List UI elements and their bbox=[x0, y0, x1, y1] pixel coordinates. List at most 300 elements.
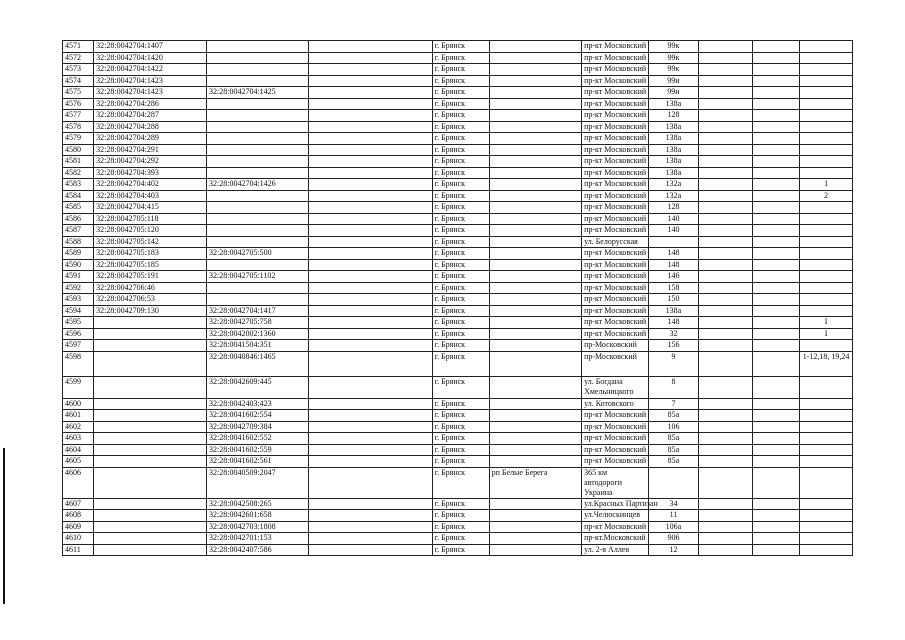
table-row bbox=[63, 213, 853, 225]
premises-number-cell bbox=[800, 156, 853, 168]
table-row bbox=[63, 259, 853, 271]
table-row bbox=[63, 75, 853, 87]
settlement-cell bbox=[489, 225, 581, 237]
empty-cell bbox=[752, 190, 799, 202]
parent-cadastral-number-cell: 32:28:0042002:1360 bbox=[207, 328, 309, 340]
city-cell: г. Брянск bbox=[432, 467, 489, 498]
house-number-cell: 99и bbox=[648, 87, 699, 99]
empty-cell bbox=[309, 351, 433, 376]
settlement-cell bbox=[489, 98, 581, 110]
house-number-cell: 132а bbox=[648, 179, 699, 191]
table-row bbox=[63, 190, 853, 202]
cadastral-number-cell: 32:28:0042705:120 bbox=[94, 225, 207, 237]
city-cell: г. Брянск bbox=[432, 133, 489, 145]
city-cell: г. Брянск bbox=[432, 271, 489, 283]
city-cell: г. Брянск bbox=[432, 521, 489, 533]
street-cell: пр-кт.Московский bbox=[582, 533, 649, 545]
table-row bbox=[63, 444, 853, 456]
city-cell: г. Брянск bbox=[432, 121, 489, 133]
city-cell: г. Брянск bbox=[432, 498, 489, 510]
table-row bbox=[63, 456, 853, 468]
table-row bbox=[63, 533, 853, 545]
empty-cell bbox=[309, 467, 433, 498]
empty-cell bbox=[699, 202, 753, 214]
city-cell: г. Брянск bbox=[432, 213, 489, 225]
premises-number-cell bbox=[800, 398, 853, 410]
house-number-cell: 138а bbox=[648, 121, 699, 133]
street-cell: пр-кт Московский bbox=[582, 271, 649, 283]
house-number-cell: 138а bbox=[648, 305, 699, 317]
empty-cell bbox=[699, 179, 753, 191]
empty-cell bbox=[752, 41, 799, 53]
house-number-cell: 138а bbox=[648, 98, 699, 110]
street-cell: ул.Челюскинцев bbox=[582, 510, 649, 522]
city-cell: г. Брянск bbox=[432, 328, 489, 340]
cadastral-number-cell: 32:28:0042706:46 bbox=[94, 282, 207, 294]
settlement-cell bbox=[489, 133, 581, 145]
empty-cell bbox=[699, 498, 753, 510]
settlement-cell bbox=[489, 328, 581, 340]
parent-cadastral-number-cell: 32:28:0042705:1102 bbox=[207, 271, 309, 283]
premises-number-cell bbox=[800, 236, 853, 248]
city-cell: г. Брянск bbox=[432, 376, 489, 398]
empty-cell bbox=[699, 294, 753, 306]
premises-number-cell bbox=[800, 110, 853, 122]
row-number-cell: 4608 bbox=[63, 510, 94, 522]
table-row bbox=[63, 351, 853, 376]
cadastral-number-cell: 32:28:0042704:402 bbox=[94, 179, 207, 191]
table-row bbox=[63, 98, 853, 110]
row-number-cell: 4571 bbox=[63, 41, 94, 53]
empty-cell bbox=[752, 376, 799, 398]
empty-cell bbox=[699, 305, 753, 317]
empty-cell bbox=[309, 294, 433, 306]
premises-number-cell: 2 bbox=[800, 190, 853, 202]
street-cell: ул. Богдана Хмельницкого bbox=[582, 376, 649, 398]
empty-cell bbox=[309, 179, 433, 191]
empty-cell bbox=[752, 52, 799, 64]
empty-cell bbox=[309, 64, 433, 76]
settlement-cell bbox=[489, 294, 581, 306]
empty-cell bbox=[752, 294, 799, 306]
cadastral-number-cell: 32:28:0042704:1423 bbox=[94, 87, 207, 99]
settlement-cell bbox=[489, 236, 581, 248]
house-number-cell: 156 bbox=[648, 340, 699, 352]
street-cell: пр-кт Московский bbox=[582, 456, 649, 468]
settlement-cell bbox=[489, 351, 581, 376]
empty-cell bbox=[752, 271, 799, 283]
house-number-cell: 12 bbox=[648, 544, 699, 556]
empty-cell bbox=[699, 317, 753, 329]
empty-cell bbox=[752, 305, 799, 317]
cadastral-number-cell: 32:28:0042705:118 bbox=[94, 213, 207, 225]
street-cell: пр-кт Московский bbox=[582, 179, 649, 191]
city-cell: г. Брянск bbox=[432, 179, 489, 191]
settlement-cell bbox=[489, 248, 581, 260]
city-cell: г. Брянск bbox=[432, 305, 489, 317]
parent-cadastral-number-cell bbox=[207, 121, 309, 133]
street-cell: пр-кт Московский bbox=[582, 190, 649, 202]
cadastral-number-cell: 32:28:0042704:287 bbox=[94, 110, 207, 122]
cadastral-number-cell bbox=[94, 533, 207, 545]
row-number-cell: 4575 bbox=[63, 87, 94, 99]
house-number-cell: 32 bbox=[648, 328, 699, 340]
table-row bbox=[63, 64, 853, 76]
row-number-cell: 4591 bbox=[63, 271, 94, 283]
settlement-cell bbox=[489, 64, 581, 76]
settlement-cell: рп Белые Берега bbox=[489, 467, 581, 498]
empty-cell bbox=[752, 213, 799, 225]
house-number-cell: 128 bbox=[648, 202, 699, 214]
cadastral-number-cell: 32:28:0042704:291 bbox=[94, 144, 207, 156]
city-cell: г. Брянск bbox=[432, 410, 489, 422]
empty-cell bbox=[699, 510, 753, 522]
parent-cadastral-number-cell: 32:28:0042704:1417 bbox=[207, 305, 309, 317]
row-number-cell: 4590 bbox=[63, 259, 94, 271]
premises-number-cell bbox=[800, 294, 853, 306]
street-cell: пр-кт Московский bbox=[582, 41, 649, 53]
house-number-cell: 128 bbox=[648, 110, 699, 122]
row-number-cell: 4589 bbox=[63, 248, 94, 260]
parent-cadastral-number-cell: 32:28:0042609:445 bbox=[207, 376, 309, 398]
settlement-cell bbox=[489, 421, 581, 433]
empty-cell bbox=[309, 87, 433, 99]
empty-cell bbox=[309, 317, 433, 329]
empty-cell bbox=[752, 144, 799, 156]
table-row bbox=[63, 248, 853, 260]
settlement-cell bbox=[489, 213, 581, 225]
empty-cell bbox=[699, 421, 753, 433]
table-row bbox=[63, 305, 853, 317]
table-row bbox=[63, 202, 853, 214]
street-cell: пр-кт Московский bbox=[582, 433, 649, 445]
empty-cell bbox=[752, 533, 799, 545]
table-row bbox=[63, 156, 853, 168]
house-number-cell bbox=[648, 236, 699, 248]
empty-cell bbox=[752, 456, 799, 468]
empty-cell bbox=[309, 133, 433, 145]
empty-cell bbox=[309, 121, 433, 133]
row-number-cell: 4596 bbox=[63, 328, 94, 340]
cadastral-number-cell: 32:28:0042704:289 bbox=[94, 133, 207, 145]
table-row bbox=[63, 410, 853, 422]
empty-cell bbox=[752, 98, 799, 110]
premises-number-cell bbox=[800, 41, 853, 53]
row-number-cell: 4605 bbox=[63, 456, 94, 468]
premises-number-cell bbox=[800, 248, 853, 260]
city-cell: г. Брянск bbox=[432, 52, 489, 64]
settlement-cell bbox=[489, 317, 581, 329]
empty-cell bbox=[699, 410, 753, 422]
premises-number-cell bbox=[800, 421, 853, 433]
row-number-cell: 4597 bbox=[63, 340, 94, 352]
empty-cell bbox=[309, 421, 433, 433]
cadastral-number-cell: 32:28:0042704:1407 bbox=[94, 41, 207, 53]
city-cell: г. Брянск bbox=[432, 41, 489, 53]
house-number-cell: 148 bbox=[648, 317, 699, 329]
house-number-cell: 138а bbox=[648, 144, 699, 156]
house-number-cell: 11 bbox=[648, 510, 699, 522]
table-row bbox=[63, 225, 853, 237]
street-cell: пр-кт Московский bbox=[582, 317, 649, 329]
premises-number-cell bbox=[800, 533, 853, 545]
house-number-cell: 106а bbox=[648, 521, 699, 533]
empty-cell bbox=[752, 467, 799, 498]
row-number-cell: 4573 bbox=[63, 64, 94, 76]
empty-cell bbox=[699, 41, 753, 53]
empty-cell bbox=[309, 456, 433, 468]
premises-number-cell bbox=[800, 75, 853, 87]
empty-cell bbox=[309, 510, 433, 522]
row-number-cell: 4578 bbox=[63, 121, 94, 133]
premises-number-cell: 1 bbox=[800, 179, 853, 191]
street-cell: пр-кт Московский bbox=[582, 144, 649, 156]
empty-cell bbox=[752, 259, 799, 271]
settlement-cell bbox=[489, 179, 581, 191]
empty-cell bbox=[309, 52, 433, 64]
empty-cell bbox=[752, 167, 799, 179]
cadastral-number-cell bbox=[94, 317, 207, 329]
city-cell: г. Брянск bbox=[432, 156, 489, 168]
empty-cell bbox=[309, 544, 433, 556]
premises-number-cell bbox=[800, 498, 853, 510]
empty-cell bbox=[309, 236, 433, 248]
empty-cell bbox=[699, 213, 753, 225]
street-cell: пр-кт Московский bbox=[582, 444, 649, 456]
street-cell: пр-кт Московский bbox=[582, 202, 649, 214]
parent-cadastral-number-cell: 32:28:0041602:559 bbox=[207, 444, 309, 456]
row-number-cell: 4577 bbox=[63, 110, 94, 122]
premises-number-cell bbox=[800, 433, 853, 445]
table-row bbox=[63, 340, 853, 352]
register-rows bbox=[63, 41, 853, 556]
empty-cell bbox=[699, 156, 753, 168]
parent-cadastral-number-cell: 32:28:0042601:658 bbox=[207, 510, 309, 522]
premises-number-cell bbox=[800, 259, 853, 271]
house-number-cell: 99и bbox=[648, 75, 699, 87]
premises-number-cell bbox=[800, 282, 853, 294]
empty-cell bbox=[752, 75, 799, 87]
table-row bbox=[63, 544, 853, 556]
house-number-cell: 85а bbox=[648, 444, 699, 456]
empty-cell bbox=[699, 190, 753, 202]
empty-cell bbox=[752, 351, 799, 376]
city-cell: г. Брянск bbox=[432, 351, 489, 376]
parent-cadastral-number-cell bbox=[207, 98, 309, 110]
empty-cell bbox=[752, 121, 799, 133]
street-cell: пр-кт Московский bbox=[582, 421, 649, 433]
settlement-cell bbox=[489, 282, 581, 294]
cadastral-number-cell: 32:28:0042705:142 bbox=[94, 236, 207, 248]
house-number-cell: 85а bbox=[648, 433, 699, 445]
table-row bbox=[63, 133, 853, 145]
empty-cell bbox=[699, 444, 753, 456]
empty-cell bbox=[699, 87, 753, 99]
empty-cell bbox=[309, 225, 433, 237]
parent-cadastral-number-cell: 32:28:0042704:1425 bbox=[207, 87, 309, 99]
city-cell: г. Брянск bbox=[432, 444, 489, 456]
cadastral-number-cell: 32:28:0042704:1420 bbox=[94, 52, 207, 64]
premises-number-cell bbox=[800, 544, 853, 556]
row-number-cell: 4610 bbox=[63, 533, 94, 545]
cadastral-number-cell: 32:28:0042709:130 bbox=[94, 305, 207, 317]
cadastral-number-cell: 32:28:0042704:403 bbox=[94, 190, 207, 202]
street-cell: пр-кт Московский bbox=[582, 259, 649, 271]
cadastral-number-cell: 32:28:0042705:183 bbox=[94, 248, 207, 260]
parent-cadastral-number-cell: 32:28:0042705:758 bbox=[207, 317, 309, 329]
premises-number-cell bbox=[800, 213, 853, 225]
street-cell: пр-кт Московский bbox=[582, 213, 649, 225]
cadastral-number-cell bbox=[94, 510, 207, 522]
cadastral-number-cell: 32:28:0042704:288 bbox=[94, 121, 207, 133]
row-number-cell: 4593 bbox=[63, 294, 94, 306]
house-number-cell: 132а bbox=[648, 190, 699, 202]
settlement-cell bbox=[489, 167, 581, 179]
table-row bbox=[63, 294, 853, 306]
city-cell: г. Брянск bbox=[432, 294, 489, 306]
empty-cell bbox=[309, 213, 433, 225]
row-number-cell: 4595 bbox=[63, 317, 94, 329]
house-number-cell: 148 bbox=[648, 259, 699, 271]
premises-number-cell bbox=[800, 52, 853, 64]
street-cell: пр-кт Московский bbox=[582, 156, 649, 168]
premises-number-cell bbox=[800, 167, 853, 179]
parent-cadastral-number-cell bbox=[207, 202, 309, 214]
empty-cell bbox=[699, 167, 753, 179]
premises-number-cell bbox=[800, 456, 853, 468]
city-cell: г. Брянск bbox=[432, 510, 489, 522]
empty-cell bbox=[309, 190, 433, 202]
parent-cadastral-number-cell: 32:28:0042704:1426 bbox=[207, 179, 309, 191]
empty-cell bbox=[309, 202, 433, 214]
empty-cell bbox=[699, 340, 753, 352]
row-number-cell: 4599 bbox=[63, 376, 94, 398]
cadastral-number-cell bbox=[94, 410, 207, 422]
street-cell: пр-кт Московский bbox=[582, 87, 649, 99]
cadastral-number-cell bbox=[94, 421, 207, 433]
house-number-cell: 106 bbox=[648, 421, 699, 433]
street-cell: пр-кт Московский bbox=[582, 521, 649, 533]
street-cell: пр-кт Московский bbox=[582, 110, 649, 122]
empty-cell bbox=[699, 64, 753, 76]
premises-number-cell bbox=[800, 144, 853, 156]
row-number-cell: 4576 bbox=[63, 98, 94, 110]
empty-cell bbox=[699, 52, 753, 64]
settlement-cell bbox=[489, 521, 581, 533]
row-number-cell: 4604 bbox=[63, 444, 94, 456]
street-cell: ул. Котовского bbox=[582, 398, 649, 410]
house-number-cell: 99к bbox=[648, 52, 699, 64]
empty-cell bbox=[752, 433, 799, 445]
parent-cadastral-number-cell: 32:28:0040509:2047 bbox=[207, 467, 309, 498]
empty-cell bbox=[699, 248, 753, 260]
parent-cadastral-number-cell bbox=[207, 190, 309, 202]
empty-cell bbox=[752, 133, 799, 145]
settlement-cell bbox=[489, 110, 581, 122]
cadastral-number-cell: 32:28:0042704:393 bbox=[94, 167, 207, 179]
street-cell: пр-кт Московский bbox=[582, 98, 649, 110]
settlement-cell bbox=[489, 433, 581, 445]
empty-cell bbox=[309, 305, 433, 317]
empty-cell bbox=[752, 421, 799, 433]
cadastral-number-cell: 32:28:0042705:191 bbox=[94, 271, 207, 283]
city-cell: г. Брянск bbox=[432, 190, 489, 202]
street-cell: пр-кт Московский bbox=[582, 294, 649, 306]
city-cell: г. Брянск bbox=[432, 64, 489, 76]
street-cell: пр-кт Московский bbox=[582, 167, 649, 179]
row-number-cell: 4602 bbox=[63, 421, 94, 433]
settlement-cell bbox=[489, 202, 581, 214]
street-cell: пр-кт Московский bbox=[582, 52, 649, 64]
row-number-cell: 4603 bbox=[63, 433, 94, 445]
premises-number-cell bbox=[800, 121, 853, 133]
row-number-cell: 4587 bbox=[63, 225, 94, 237]
empty-cell bbox=[309, 340, 433, 352]
city-cell: г. Брянск bbox=[432, 202, 489, 214]
house-number-cell: 138а bbox=[648, 156, 699, 168]
street-cell: пр-кт Московский bbox=[582, 225, 649, 237]
street-cell: пр-кт Московский bbox=[582, 410, 649, 422]
empty-cell bbox=[309, 444, 433, 456]
empty-cell bbox=[752, 544, 799, 556]
cadastral-number-cell: 32:28:0042704:1423 bbox=[94, 75, 207, 87]
street-cell: пр-кт Московский bbox=[582, 75, 649, 87]
table-row bbox=[63, 167, 853, 179]
house-number-cell bbox=[648, 467, 699, 498]
row-number-cell: 4583 bbox=[63, 179, 94, 191]
parent-cadastral-number-cell bbox=[207, 156, 309, 168]
premises-number-cell bbox=[800, 271, 853, 283]
empty-cell bbox=[699, 328, 753, 340]
empty-cell bbox=[752, 156, 799, 168]
premises-number-cell: I bbox=[800, 328, 853, 340]
empty-cell bbox=[752, 521, 799, 533]
table-row bbox=[63, 271, 853, 283]
premises-number-cell bbox=[800, 133, 853, 145]
empty-cell bbox=[309, 144, 433, 156]
empty-cell bbox=[309, 521, 433, 533]
empty-cell bbox=[309, 376, 433, 398]
house-number-cell: 34 bbox=[648, 498, 699, 510]
settlement-cell bbox=[489, 144, 581, 156]
cadastral-number-cell bbox=[94, 351, 207, 376]
cadastral-number-cell bbox=[94, 544, 207, 556]
empty-cell bbox=[309, 282, 433, 294]
city-cell: г. Брянск bbox=[432, 433, 489, 445]
street-cell: пр-Московский bbox=[582, 351, 649, 376]
table-row bbox=[63, 282, 853, 294]
empty-cell bbox=[699, 521, 753, 533]
table-row bbox=[63, 433, 853, 445]
empty-cell bbox=[752, 248, 799, 260]
table-row bbox=[63, 41, 853, 53]
settlement-cell bbox=[489, 533, 581, 545]
city-cell: г. Брянск bbox=[432, 87, 489, 99]
cadastral-number-cell bbox=[94, 376, 207, 398]
parent-cadastral-number-cell bbox=[207, 110, 309, 122]
parent-cadastral-number-cell: 32:28:0042705:500 bbox=[207, 248, 309, 260]
parent-cadastral-number-cell bbox=[207, 259, 309, 271]
settlement-cell bbox=[489, 41, 581, 53]
city-cell: г. Брянск bbox=[432, 282, 489, 294]
city-cell: г. Брянск bbox=[432, 248, 489, 260]
empty-cell bbox=[752, 87, 799, 99]
empty-cell bbox=[699, 456, 753, 468]
empty-cell bbox=[699, 398, 753, 410]
row-number-cell: 4580 bbox=[63, 144, 94, 156]
empty-cell bbox=[309, 167, 433, 179]
row-number-cell: 4606 bbox=[63, 467, 94, 498]
